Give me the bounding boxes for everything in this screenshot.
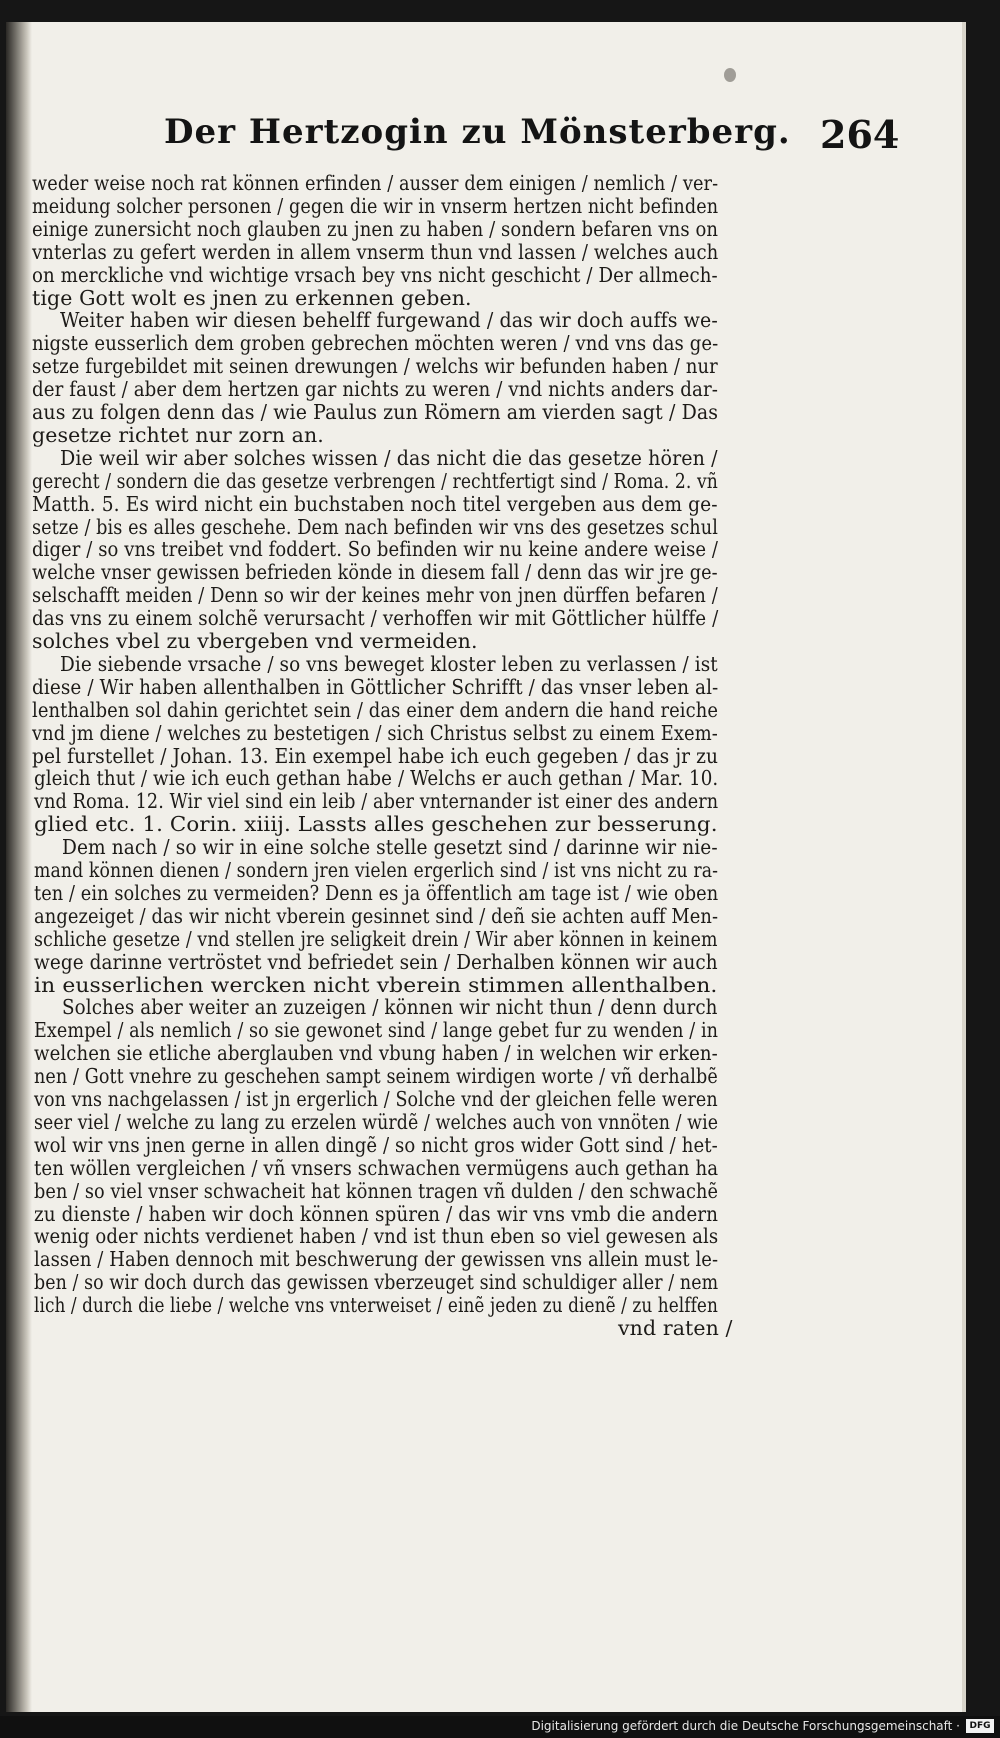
text-line: wol wir vns jnen gerne in allen dingẽ / so nicht gros wider Gott sind / het- [34, 1132, 718, 1157]
text-line: setze / bis es alles geschehe. Dem nach befinden wir vns des gesetzes schul [32, 514, 718, 539]
book-page [6, 22, 966, 1712]
text-line: on mercklichе vnd wichtige vrsach bey vns nicht geschicht / Der allmech- [32, 262, 718, 287]
text-line: aus zu folgen denn das / wie Paulus zun Römern am vierden sagt / Das [32, 400, 719, 424]
text-line: Weiter haben wir diesen behelff furgewand / das wir doch auffs we- [60, 308, 718, 333]
text-line: schliche gesetze / vnd stellen jre seligkeit drein / Wir aber können in keinem [34, 926, 718, 951]
text-line: in eusserlichen wercken nicht vberein stimmen allenthalben. [34, 972, 718, 997]
text-line: mand können dienen / sondern jren vielen ergerlich sind / ist vns nicht zu ra- [34, 858, 719, 882]
text-line: Die siebende vrsache / so vns beweget kloster leben zu verlassen / ist [60, 651, 718, 676]
text-line: lassen / Haben dennoch mit beschwerung der gewissen vns allein must le- [34, 1247, 719, 1272]
text-line: Solches aber weiter an zuzeigen / können wir nicht thun / denn durch [62, 995, 718, 1020]
text-line: angezeiget / das wir nicht vberein gesinnet sind / deñ sie achten auff Men- [34, 903, 719, 928]
page-number: 264 [820, 112, 900, 157]
text-line: gesetze richtet nur zorn an. [32, 422, 324, 447]
running-head: Der Hertzogin zu Mönsterberg. [164, 112, 791, 152]
text-line: einige zunersicht noch glauben zu jnen zu haben / sondern befaren vns on [32, 216, 719, 241]
text-line: tige Gott wolt es jnen zu erkennen geben. [32, 285, 472, 310]
body-text [6, 22, 966, 1712]
text-line: Matth. 5. Es wird nicht ein buchstaben noch titel vergeben aus dem ge- [32, 491, 718, 516]
text-line: welche vnser gewissen befrieden könde in diesem fall / denn das wir jre ge- [32, 560, 718, 585]
digitization-credit: Digitalisierung gefördert durch die Deutsche Forschungsgemeinschaft · [531, 1719, 960, 1733]
text-line: von vns nachgelassen / ist jn ergerlich / Solche vnd der gleichen felle weren [34, 1087, 718, 1111]
text-line: zu dienste / haben wir doch können spüren / das wir vns vmb die andern [34, 1201, 719, 1226]
text-line: ten / ein solches zu vermeiden? Denn es ja öffentlich am tage ist / wie oben [34, 880, 719, 905]
text-line: nen / Gott vnehre zu geschehen sampt seinem wirdigen worte / vñ derhalbẽ [34, 1064, 718, 1089]
text-line: vnterlas zu gefert werden in allem vnserm thun vnd lassen / welches auch [32, 239, 719, 264]
text-line: glied etc. 1. Corin. xiiij. Lassts alles geschehen zur besserung. [34, 812, 718, 837]
text-line: seer viel / welche zu lang zu erzelen würdẽ / welches auch von vnnöten / wie [34, 1109, 719, 1134]
text-line: gerecht / sondern die das gesetze verbrengen / rechtfertigt sind / Roma. 2. vñ [32, 468, 718, 493]
text-line: Exempel / als nemlich / so sie gewonet sind / lange gebet fur zu wenden / in [34, 1018, 719, 1043]
text-line: weder weise noch rat können erfinden / ausser dem einigen / nemlich / ver- [32, 171, 719, 195]
footer-bar [0, 1716, 1000, 1738]
text-line: Die weil wir aber solches wissen / das nicht die das gesetze hören / [60, 445, 718, 470]
text-line: ten wöllen vergleichen / vñ vnsers schwachen vermügens auch gethan ha [34, 1155, 719, 1180]
text-line: solches vbel zu vbergeben vnd vermeiden. [32, 629, 478, 653]
text-line: wenig oder nichts verdienet haben / vnd ist thun eben so viel gewesen als [34, 1224, 719, 1249]
text-line: meidung solcher personen / gegen die wir in vnserm hertzen nicht befinden [32, 193, 719, 218]
text-line: vnd raten / [618, 1316, 733, 1340]
text-line: vnd jm diene / welches zu bestetigen / sich Christus selbst zu einem Exem- [32, 720, 718, 745]
text-line: ben / so viel vnser schwacheit hat können tragen vñ dulden / den schwachẽ [34, 1178, 719, 1203]
text-line: setze furgebildet mit seinen drewungen / welchs wir befunden haben / nur [32, 354, 718, 379]
dfg-logo-icon: DFG [966, 1719, 994, 1733]
text-line: pel furstellet / Johan. 13. Ein exempel habe ich euch gegeben / das jr zu [32, 743, 719, 768]
text-line: lenthalben sol dahin gerichtet sein / das einer dem andern die hand reiche [32, 697, 719, 722]
text-line: nigste eusserlich dem groben gebrechen möchten weren / vnd vns das ge- [32, 331, 719, 356]
text-line: diger / so vns treibet vnd foddert. So befinden wir nu keine andere weise / [32, 537, 719, 562]
text-line: der faust / aber dem hertzen gar nichts zu weren / vnd nichts anders dar- [32, 377, 718, 402]
text-line: diese / Wir haben allenthalben in Göttlicher Schrifft / das vnser leben al- [32, 674, 719, 699]
text-line: ben / so wir doch durch das gewissen vberzeuget sind schuldiger aller / nem [34, 1270, 719, 1295]
text-line: vnd Roma. 12. Wir viel sind ein leib / aber vnternander ist einer des andern [34, 789, 719, 814]
text-line: wege darinne vertröstet vnd befriedet sein / Derhalben können wir auch [34, 949, 718, 974]
text-line: selschafft meiden / Denn so wir der keines mehr von jnen dürffen befaren / [32, 583, 718, 608]
text-line: das vns zu einem solchẽ verursacht / verhoffen wir mit Göttlicher hülffe / [32, 606, 719, 631]
text-line: gleich thut / wie ich euch gethan habe / Welchs er auch gethan / Mar. 10. [34, 766, 719, 791]
text-line: Dem nach / so wir in eine solche stelle gesetzt sind / darinne wir nie- [62, 835, 718, 860]
text-line: lich / durch die liebe / welche vns vnterweiset / einẽ jeden zu dienẽ / zu helffen [34, 1293, 718, 1318]
text-line: welchen sie etliche aberglauben vnd vbung haben / in welchen wir erken- [34, 1041, 718, 1066]
